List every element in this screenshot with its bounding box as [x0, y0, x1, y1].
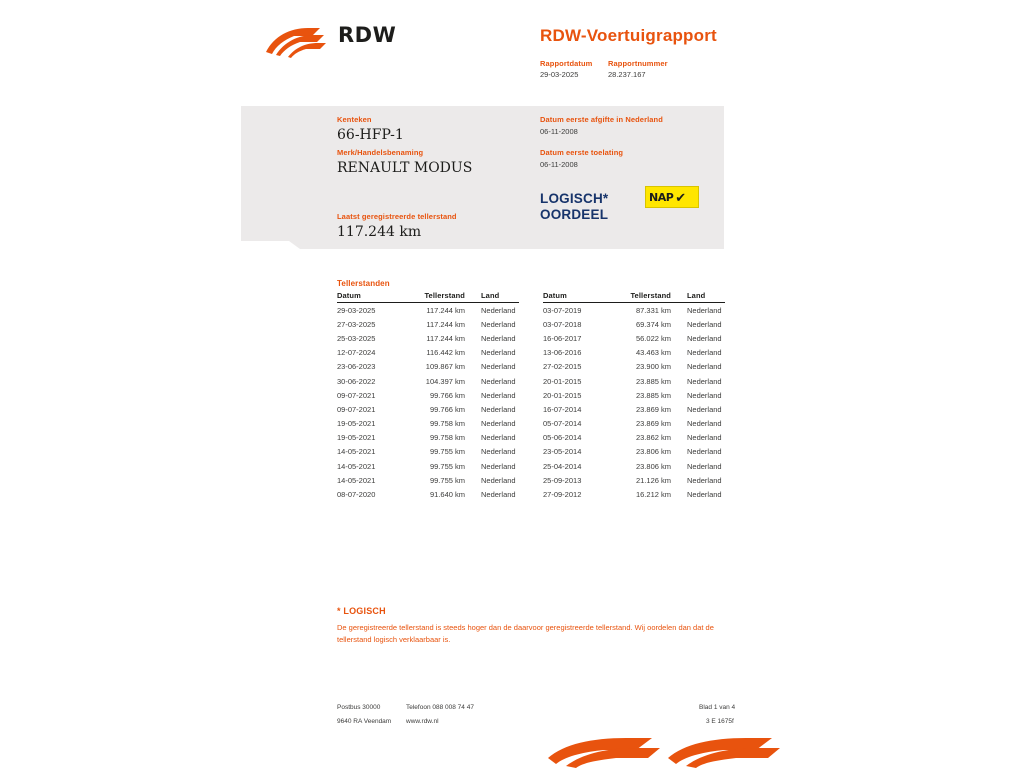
cell-tellerstand: 99.766 km — [429, 404, 465, 414]
kenteken-value: 66-HFP-1 — [337, 127, 404, 143]
cell-tellerstand: 117.244 km — [426, 319, 465, 329]
cell-land: Nederland — [481, 433, 516, 443]
footer-postbus: Postbus 30000 — [337, 704, 381, 711]
cell-tellerstand: 99.755 km — [429, 475, 465, 485]
table-row — [543, 459, 725, 473]
cell-datum: 12-07-2024 — [337, 348, 376, 358]
rdw-logo-icon — [264, 22, 344, 62]
cell-datum: 20-01-2015 — [543, 376, 582, 386]
table-row — [337, 360, 519, 374]
table-row — [543, 317, 725, 331]
cell-tellerstand: 23.862 km — [635, 433, 671, 443]
table-row — [337, 459, 519, 473]
table-row — [337, 331, 519, 345]
cell-datum: 05-07-2014 — [543, 419, 582, 429]
report-number-value: 28.237.167 — [608, 70, 646, 79]
brand-title: RDW — [338, 23, 397, 47]
cell-tellerstand: 99.755 km — [429, 447, 465, 457]
cell-datum: 16-07-2014 — [543, 404, 582, 414]
kenteken-label: Kenteken — [337, 115, 372, 124]
cell-datum: 08-07-2020 — [337, 490, 376, 500]
table-row — [543, 374, 725, 388]
cell-tellerstand: 91.640 km — [429, 490, 465, 500]
cell-land: Nederland — [687, 319, 722, 329]
col-datum: Datum — [337, 291, 399, 303]
cell-datum: 27-02-2015 — [543, 362, 582, 372]
tellerstanden-table-right — [543, 291, 725, 502]
note-body: De geregistreerde tellerstand is steeds hoger dan de daarvoor geregistreerde tellerstand. Wij oordelen dan dat de tellerstand logisch verklaarbaar is. — [337, 623, 714, 644]
cell-tellerstand: 23.869 km — [635, 419, 671, 429]
cell-tellerstand: 104.397 km — [425, 376, 465, 386]
cell-datum: 27-09-2012 — [543, 490, 582, 500]
cell-tellerstand: 16.212 km — [635, 490, 671, 500]
cell-tellerstand: 99.755 km — [429, 461, 465, 471]
field-kenteken — [337, 115, 404, 143]
cell-tellerstand: 23.806 km — [635, 447, 671, 457]
cell-tellerstand: 23.806 km — [635, 461, 671, 471]
cell-datum: 19-05-2021 — [337, 433, 376, 443]
cell-datum: 25-04-2014 — [543, 461, 582, 471]
cell-land: Nederland — [481, 419, 516, 429]
cell-land: Nederland — [481, 490, 516, 500]
table-row — [543, 360, 725, 374]
cell-datum: 14-05-2021 — [337, 447, 376, 457]
cell-tellerstand: 117.244 km — [426, 305, 465, 315]
field-eerste-toelating — [540, 148, 623, 169]
cell-datum: 03-07-2018 — [543, 319, 582, 329]
field-merk — [337, 148, 472, 176]
cell-land: Nederland — [481, 475, 516, 485]
col-land: Land — [481, 291, 519, 303]
cell-land: Nederland — [687, 305, 722, 315]
footer-plaats: 9640 RA Veendam — [337, 718, 392, 725]
cell-land: Nederland — [687, 461, 722, 471]
cell-land: Nederland — [481, 348, 516, 358]
cell-tellerstand: 23.885 km — [635, 390, 671, 400]
cell-datum: 20-01-2015 — [543, 390, 582, 400]
table-row — [543, 431, 725, 445]
table-header-row — [543, 291, 725, 303]
cell-land: Nederland — [687, 490, 722, 500]
cell-datum: 23-06-2023 — [337, 362, 376, 372]
table-row — [543, 331, 725, 345]
cell-datum: 09-07-2021 — [337, 390, 376, 400]
report-date-label: Rapportdatum — [540, 59, 593, 68]
cell-tellerstand: 99.758 km — [429, 433, 465, 443]
table-row — [543, 473, 725, 487]
cell-tellerstand: 43.463 km — [635, 348, 671, 358]
table-row — [337, 402, 519, 416]
table-row — [337, 431, 519, 445]
table-row — [543, 487, 725, 501]
cell-land: Nederland — [687, 433, 722, 443]
cell-land: Nederland — [687, 376, 722, 386]
tellerstand-value: 117.244 km — [337, 224, 422, 240]
footer-telefoon: Telefoon 088 008 74 47 — [406, 704, 474, 711]
cell-tellerstand: 23.900 km — [635, 362, 671, 372]
tellerstanden-table-left — [337, 291, 519, 502]
report-date-value: 29-03-2025 — [540, 70, 579, 79]
cell-land: Nederland — [687, 333, 722, 343]
cell-land: Nederland — [687, 419, 722, 429]
table-row — [337, 445, 519, 459]
cell-datum: 29-03-2025 — [337, 305, 376, 315]
cell-land: Nederland — [481, 447, 516, 457]
cell-tellerstand: 117.244 km — [426, 333, 465, 343]
cell-tellerstand: 23.869 km — [635, 404, 671, 414]
cell-tellerstand: 116.442 km — [426, 348, 465, 358]
cell-datum: 13-06-2016 — [543, 348, 582, 358]
oordeel-line-1: LOGISCH* — [540, 191, 609, 206]
afgifte-value: 06-11-2008 — [540, 127, 578, 136]
merk-label: Merk/Handelsbenaming — [337, 148, 424, 157]
table-row — [543, 445, 725, 459]
check-icon: ✔ — [675, 189, 687, 205]
table-row — [337, 487, 519, 501]
table-row — [543, 417, 725, 431]
cell-land: Nederland — [481, 319, 516, 329]
footer-graphic-icon — [548, 736, 788, 770]
cell-datum: 25-09-2013 — [543, 475, 582, 485]
col-land: Land — [687, 291, 725, 303]
table-row — [337, 374, 519, 388]
table-row — [543, 303, 725, 318]
cell-datum: 16-06-2017 — [543, 333, 582, 343]
cell-datum: 03-07-2019 — [543, 305, 582, 315]
col-datum: Datum — [543, 291, 605, 303]
cell-tellerstand: 109.867 km — [425, 362, 465, 372]
field-eerste-afgifte — [540, 115, 663, 136]
cell-datum: 19-05-2021 — [337, 419, 376, 429]
cell-land: Nederland — [481, 362, 516, 372]
cell-land: Nederland — [481, 376, 516, 386]
toelating-label: Datum eerste toelating — [540, 148, 624, 157]
cell-land: Nederland — [687, 390, 722, 400]
col-tellerstand: Tellerstand — [605, 291, 687, 303]
table-row — [337, 417, 519, 431]
cell-land: Nederland — [481, 404, 516, 414]
toelating-value: 06-11-2008 — [540, 160, 578, 169]
cell-land: Nederland — [481, 390, 516, 400]
cell-tellerstand: 23.885 km — [635, 376, 671, 386]
cell-tellerstand: 87.331 km — [635, 305, 671, 315]
table-header-row — [337, 291, 519, 303]
merk-value: RENAULT MODUS — [337, 160, 473, 176]
nap-logo-icon — [645, 186, 699, 208]
cell-tellerstand: 21.126 km — [635, 475, 671, 485]
cell-tellerstand: 56.022 km — [635, 333, 671, 343]
cell-land: Nederland — [481, 305, 516, 315]
field-laatste-tellerstand — [337, 212, 457, 240]
cell-land: Nederland — [481, 333, 516, 343]
col-tellerstand: Tellerstand — [399, 291, 481, 303]
table-row — [337, 473, 519, 487]
cell-datum: 23-05-2014 — [543, 447, 582, 457]
table-row — [337, 317, 519, 331]
note-title: * LOGISCH — [337, 606, 386, 616]
table-row — [337, 346, 519, 360]
cell-tellerstand: 69.374 km — [635, 319, 671, 329]
panel-notch — [241, 241, 289, 249]
cell-datum: 14-05-2021 — [337, 461, 376, 471]
table-row — [337, 388, 519, 402]
cell-land: Nederland — [687, 447, 722, 457]
table-row — [543, 402, 725, 416]
cell-datum: 09-07-2021 — [337, 404, 376, 414]
tellerstand-label: Laatst geregistreerde tellerstand — [337, 212, 457, 221]
footer-doc-code: 3 E 1675f — [706, 718, 734, 725]
footer-page-number: Blad 1 van 4 — [699, 704, 736, 711]
section-title-tellerstanden: Tellerstanden — [337, 279, 390, 288]
report-number-label: Rapportnummer — [608, 59, 668, 68]
nap-label: NAP — [649, 190, 674, 204]
cell-datum: 25-03-2025 — [337, 333, 376, 343]
cell-datum: 14-05-2021 — [337, 475, 376, 485]
table-row — [543, 346, 725, 360]
cell-tellerstand: 99.758 km — [429, 419, 465, 429]
cell-datum: 30-06-2022 — [337, 376, 376, 386]
panel-corner-fold — [289, 241, 300, 249]
cell-land: Nederland — [481, 461, 516, 471]
afgifte-label: Datum eerste afgifte in Nederland — [540, 115, 663, 124]
cell-land: Nederland — [687, 404, 722, 414]
cell-datum: 05-06-2014 — [543, 433, 582, 443]
report-date-block — [540, 59, 592, 79]
oordeel-line-2: OORDEEL — [540, 207, 609, 222]
page-title: RDW-Voertuigrapport — [540, 26, 717, 45]
cell-tellerstand: 99.766 km — [429, 390, 465, 400]
table-row — [337, 303, 519, 318]
footer-website[interactable]: www.rdw.nl — [406, 718, 439, 725]
cell-land: Nederland — [687, 362, 722, 372]
report-number-block — [608, 59, 668, 79]
table-row — [543, 388, 725, 402]
cell-land: Nederland — [687, 348, 722, 358]
cell-datum: 27-03-2025 — [337, 319, 376, 329]
cell-land: Nederland — [687, 475, 722, 485]
oordeel-badge — [540, 191, 608, 223]
